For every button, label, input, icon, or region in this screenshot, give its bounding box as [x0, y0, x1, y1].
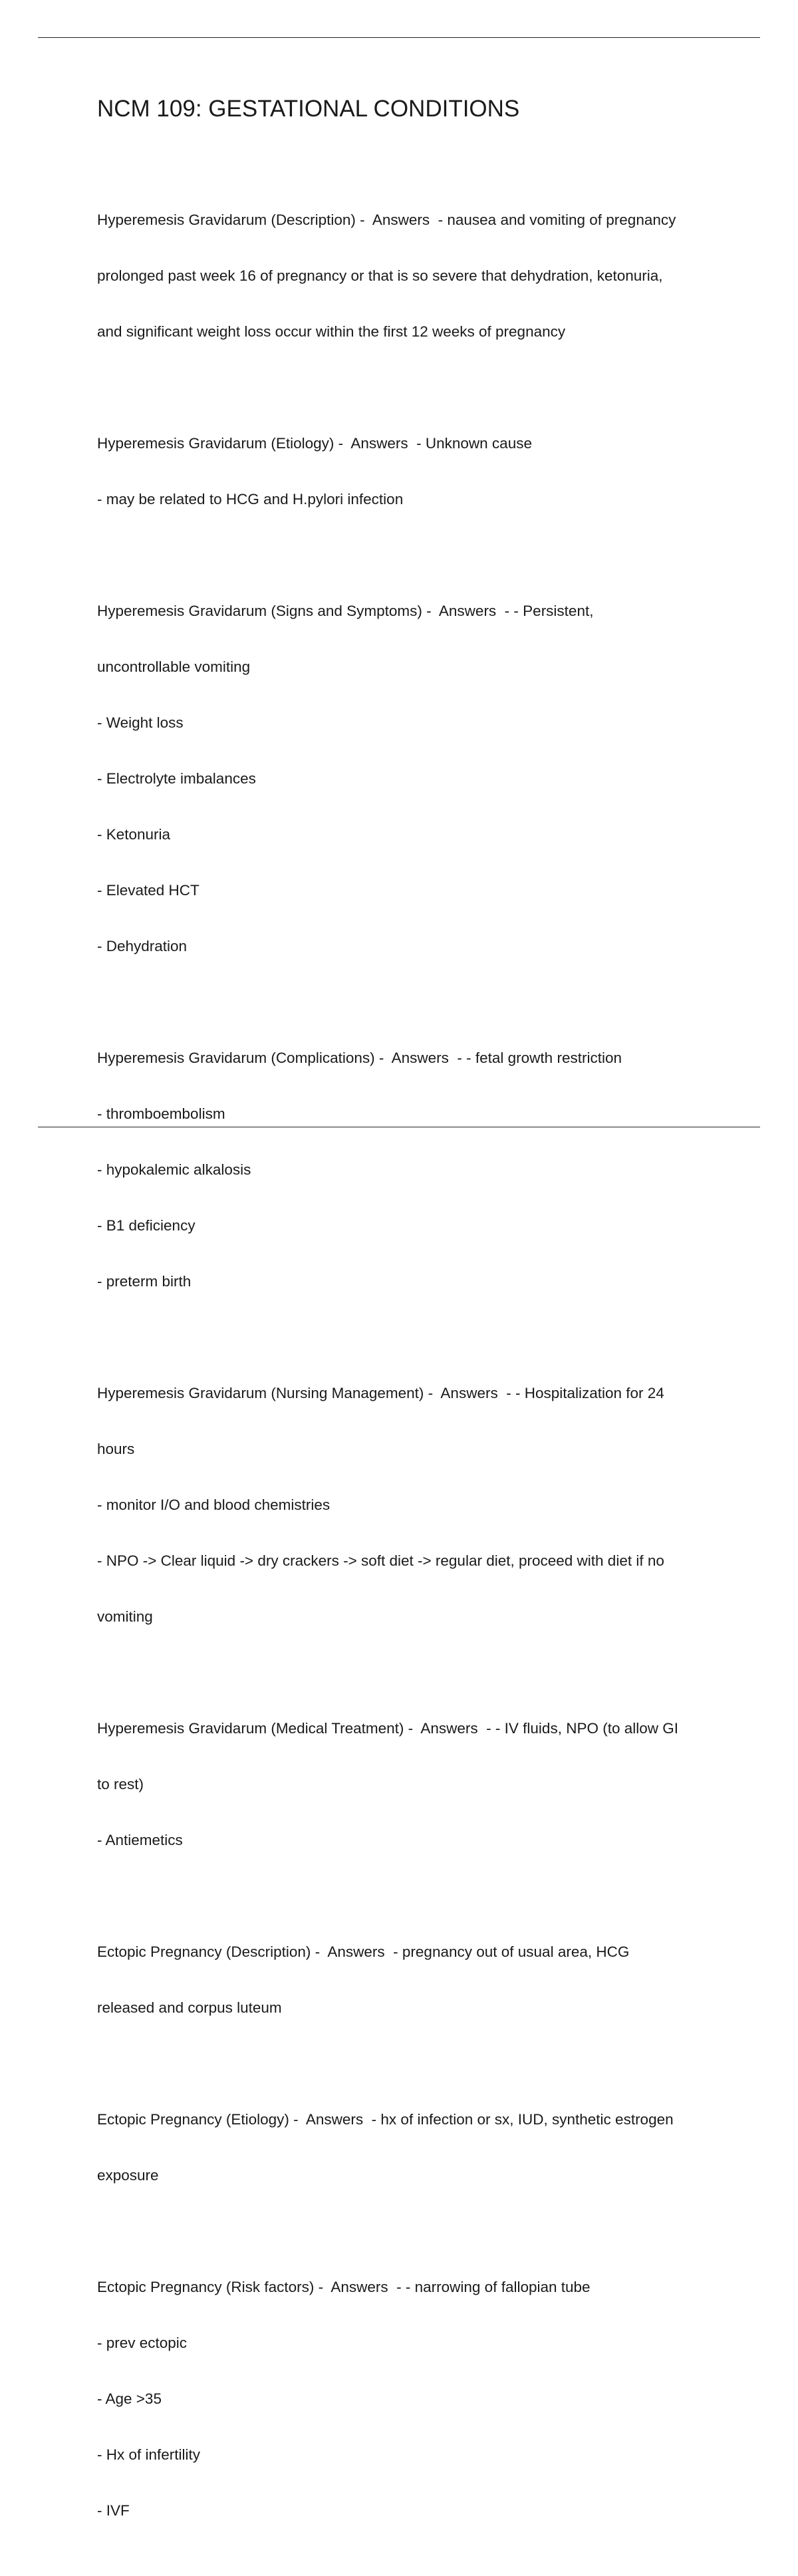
entry-line: to rest)	[97, 1776, 144, 1792]
entry-line: - Antiemetics	[97, 1832, 183, 1848]
entry-line: - Electrolyte imbalances	[97, 770, 256, 787]
entry-line: - B1 deficiency	[97, 1217, 196, 1234]
entry-line: Hyperemesis Gravidarum (Nursing Management) - Answers - - Hospitalization for 24	[97, 1385, 664, 1401]
entry-line: vomiting	[97, 1608, 153, 1625]
entry-line: - Elevated HCT	[97, 882, 200, 899]
entry-line: - Hx of infertility	[97, 2446, 201, 2463]
entry-ectopic-risk-factors	[97, 2241, 729, 2557]
entry-line: - IVF	[97, 2502, 130, 2519]
entry-line: Hyperemesis Gravidarum (Medical Treatment) - Answers - - IV fluids, NPO (to allow GI	[97, 1720, 678, 1737]
entry-line: uncontrollable vomiting	[97, 658, 251, 675]
entry-hyperemesis-signs-symptoms	[97, 565, 729, 993]
entry-line: Ectopic Pregnancy (Etiology) - Answers - hx of infection or sx, IUD, synthetic estrogen	[97, 2111, 674, 2128]
entry-ectopic-description	[97, 1906, 729, 2055]
entry-line: prolonged past week 16 of pregnancy or that is so severe that dehydration, ketonuria,	[97, 267, 663, 284]
entry-line: - thromboembolism	[97, 1105, 225, 1122]
entry-line: Ectopic Pregnancy (Risk factors) - Answers - - narrowing of fallopian tube	[97, 2279, 591, 2295]
entry-hyperemesis-description	[97, 174, 729, 378]
entry-line: - may be related to HCG and H.pylori infection	[97, 491, 404, 507]
entry-line: - monitor I/O and blood chemistries	[97, 1497, 331, 1513]
entry-line: Ectopic Pregnancy (Description) - Answers - pregnancy out of usual area, HCG	[97, 1943, 630, 1960]
entry-line: Hyperemesis Gravidarum (Etiology) - Answers - Unknown cause	[97, 435, 532, 452]
entry-line: Hyperemesis Gravidarum (Complications) - Answers - - fetal growth restriction	[97, 1050, 622, 1066]
entry-hyperemesis-medical-treatment	[97, 1682, 729, 1887]
entry-line: released and corpus luteum	[97, 1999, 282, 2016]
entry-line: - preterm birth	[97, 1273, 192, 1290]
entry-line: exposure	[97, 2167, 159, 2184]
entry-line: Hyperemesis Gravidarum (Signs and Symptoms) - Answers - - Persistent,	[97, 603, 594, 619]
entry-line: and significant weight loss occur within the first 12 weeks of pregnancy	[97, 323, 566, 340]
entry-line: - NPO -> Clear liquid -> dry crackers -> soft diet -> regular diet, proceed with diet if no	[97, 1552, 664, 1569]
entry-line: - hypokalemic alkalosis	[97, 1161, 251, 1178]
entry-hyperemesis-complications	[97, 1012, 729, 1328]
entry-line: - Dehydration	[97, 938, 188, 954]
page-title: NCM 109: GESTATIONAL CONDITIONS	[97, 96, 520, 122]
entry-line: - Weight loss	[97, 714, 184, 731]
entry-line: - prev ectopic	[97, 2335, 188, 2351]
entry-line: hours	[97, 1441, 135, 1457]
top-rule	[38, 37, 760, 38]
flashcard-list	[97, 174, 729, 2576]
entry-line: - Age >35	[97, 2390, 162, 2407]
entry-hyperemesis-etiology	[97, 397, 729, 546]
entry-ectopic-etiology	[97, 2073, 729, 2222]
entry-line: - Ketonuria	[97, 826, 171, 843]
entry-line: Hyperemesis Gravidarum (Description) - Answers - nausea and vomiting of pregnancy	[97, 212, 676, 228]
entry-hyperemesis-nursing-management	[97, 1347, 729, 1663]
